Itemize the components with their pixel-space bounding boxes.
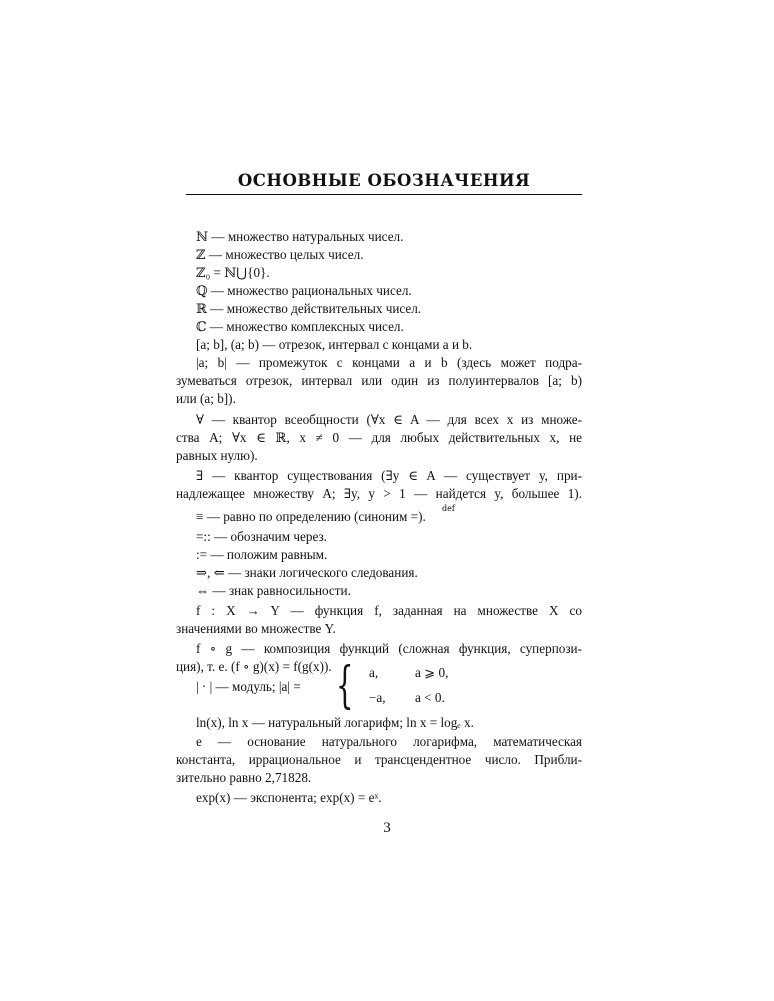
notation-line-z0: ℤ₀ = ℕ⋃{0}.	[196, 265, 270, 280]
modulus-brace: {	[336, 656, 354, 714]
page-number: 3	[383, 820, 391, 836]
def-label: def	[442, 504, 455, 513]
notation-line-exists-2: надлежащее множеству A; ∃y, y > 1 — найдется y, большее 1).	[176, 486, 582, 501]
notation-line-interval-3: или (a; b]).	[176, 391, 236, 406]
notation-line-function-1: f : X → Y — функция f, заданная на множестве X со	[196, 603, 582, 618]
modulus-lead: | · | — модуль; |a| =	[196, 679, 301, 694]
notation-line-ln: ln(x), ln x — натуральный логарифм; ln x = logₑ x.	[196, 715, 474, 730]
notation-line-rationals: ℚ — множество рациональных чисел.	[196, 283, 412, 298]
notation-line-exists-1: ∃ — квантор существования (∃y ∈ A — существует y, при-	[196, 468, 582, 483]
page-title: ОСНОВНЫЕ ОБОЗНАЧЕНИЯ	[237, 171, 531, 190]
modulus-case2-cond: a < 0.	[415, 690, 445, 705]
notation-line-exp: exp(x) — экспонента; exp(x) = eˣ.	[196, 790, 382, 805]
notation-equiv-text: ≡ — равно по определению (синоним =).	[196, 509, 426, 524]
notation-line-composition-2: ция), т. е. (f ∘ g)(x) = f(g(x)).	[176, 659, 332, 674]
notation-line-forall-3: равных нулю).	[176, 448, 258, 463]
notation-line-forall-1: ∀ — квантор всеобщности (∀x ∈ A — для всех x из множе-	[196, 412, 582, 427]
title-rule	[186, 194, 582, 195]
modulus-case1-cond: a ⩾ 0,	[415, 665, 449, 680]
notation-line-segment: [a; b], (a; b) — отрезок, интервал с концами a и b.	[196, 337, 473, 352]
notation-line-assign: := — положим равным.	[196, 547, 328, 562]
notation-line-denote: =:: — обозначим через.	[196, 529, 327, 544]
notation-line-function-2: значениями во множестве Y.	[176, 621, 336, 636]
notation-line-iff: ⇔ — знак равносильности.	[196, 583, 351, 598]
notation-line-composition-1: f ∘ g — композиция функций (сложная функция, суперпози-	[196, 641, 582, 656]
notation-line-implies: ⇒, ⇐ — знаки логического следования.	[196, 565, 418, 580]
notation-line-complex: ℂ — множество комплексных чисел.	[196, 319, 404, 334]
notation-line-interval-1: |a; b| — промежуток с концами a и b (здесь может подра-	[196, 355, 582, 370]
modulus-case1-value: a,	[369, 665, 379, 680]
notation-line-equiv	[196, 508, 426, 525]
notation-line-forall-2: ства A; ∀x ∈ ℝ, x ≠ 0 — для любых действительных x, не	[176, 430, 582, 445]
notation-line-e-1: e — основание натурального логарифма, математическая	[196, 734, 582, 749]
notation-line-e-3: зительно равно 2,71828.	[176, 770, 312, 785]
notation-line-naturals: ℕ — множество натуральных чисел.	[196, 229, 404, 244]
notation-line-e-2: константа, иррациональное и трансцендентное число. Прибли-	[176, 752, 582, 767]
notation-line-interval-2: зумеваться отрезок, интервал или один из полуинтервалов [a; b)	[176, 373, 582, 388]
modulus-case2-value: −a,	[369, 690, 386, 705]
notation-line-reals: ℝ — множество действительных чисел.	[196, 301, 422, 316]
notation-line-integers: ℤ — множество целых чисел.	[196, 247, 364, 262]
